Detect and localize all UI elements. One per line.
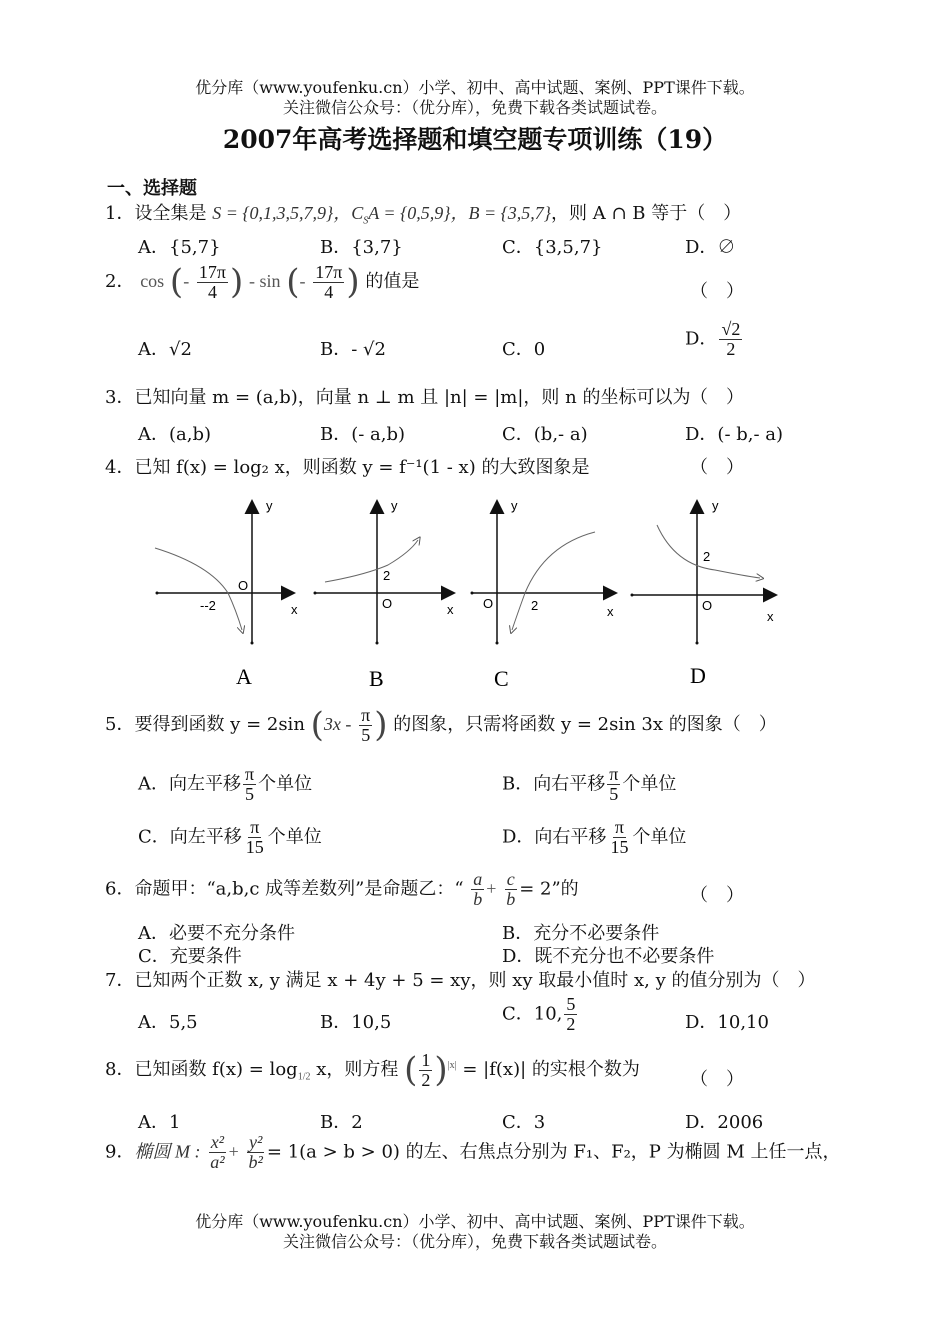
option-b: B．{3,7} [320, 237, 403, 258]
fraction: $\frac{√2}{2}$ [721, 319, 741, 359]
option-d: D．向右平移 $\frac{\pi}{15}$ 个单位 [502, 817, 687, 857]
question-number: 5． [105, 714, 135, 735]
curve [155, 548, 242, 630]
fraction: $\frac{\pi}{15}$ [245, 817, 264, 857]
option-d: D．10,10 [685, 1012, 769, 1033]
option-b: B．(- a,b) [320, 424, 406, 445]
origin-label: O [238, 578, 249, 593]
question-number: 2． [105, 271, 135, 292]
fraction: $\frac{\pi}{15}$ [610, 817, 629, 857]
axis-label-x: x [767, 609, 774, 624]
axis-label-y: y [391, 498, 398, 513]
option-b: B．充分不必要条件 [502, 923, 660, 944]
question-tail: ，则 A ∩ B 等于（ ） [551, 203, 742, 224]
axis-label-x: x [447, 602, 454, 617]
question-text: 命题甲：“a,b,c 成等差数列”是命题乙：“ [134, 878, 464, 900]
graph-a [155, 498, 298, 689]
complement-subscript: S [363, 215, 369, 227]
question-number: 9． [105, 1141, 135, 1163]
graph-c [471, 498, 615, 691]
graph-label: B [369, 666, 384, 691]
axis-label-y: y [511, 498, 518, 513]
axis-label-y: y [266, 498, 273, 513]
minus-sign: - [183, 271, 190, 291]
fraction: $\frac{a}{b}$ [473, 869, 483, 909]
option-c: C．向左平移 $\frac{\pi}{15}$ 个单位 [138, 817, 322, 857]
minus-sign: - [299, 271, 306, 291]
fraction: $\frac{17\pi}{4}$ [198, 261, 227, 302]
answer-paren: （ ） [690, 457, 744, 478]
fraction: $\frac{\pi}{5}$ [245, 764, 255, 804]
page-title: 2007年高考选择题和填空题专项训练（19） [222, 125, 728, 154]
answer-paren: （ ） [690, 885, 744, 906]
question-8 [105, 1050, 640, 1090]
question-9: 9．椭圆 M : $\frac{\text{x²}}{\text{a²}}$ + $\frac{\text{y²}}{\text{b²}}$ = 1(a > b > 0) 的左、右焦点分别为 F₁、F₂，P 为椭圆 M 上任一点， [105, 1132, 841, 1172]
graph-d [631, 498, 775, 688]
question-number: 4． [105, 457, 135, 478]
left-paren: ( [310, 705, 324, 745]
option-a: A．{5,7} [138, 237, 221, 258]
axis-label-x: x [291, 602, 298, 617]
question-tail: = 2”的 [519, 878, 579, 900]
question-number: 7． [105, 970, 135, 991]
sin-label: - sin [249, 271, 281, 291]
question-1 [105, 199, 741, 227]
question-text: 已知向量 m = (a,b)，向量 n ⊥ m 且 |n| = |m|，则 n 的坐标可以为 [134, 387, 691, 408]
fraction: $\frac{5}{2}$ [566, 994, 576, 1034]
option-b: B．- √2 [320, 339, 386, 360]
origin-label: O [483, 596, 494, 611]
origin-label: O [702, 598, 713, 613]
option-a: A．(a,b) [138, 424, 212, 445]
axis-label-x: x [607, 604, 614, 619]
question-2 [105, 262, 419, 302]
fraction: $\frac{17\pi}{4}$ [315, 261, 343, 302]
answer-paren: （ ） [690, 1069, 744, 1090]
header-line-1: 优分库（www.youfenku.cn）小学、初中、高中试题、案例、PPT课件下载。 [195, 78, 755, 97]
option-c: C．3 [502, 1112, 546, 1133]
graph-label: D [690, 663, 706, 688]
option-a: A．向左平移 $\frac{\pi}{5}$ 个单位 [138, 764, 313, 804]
axis-label-y: y [712, 498, 719, 513]
fraction: $\frac{\pi}{5}$ [609, 764, 619, 804]
option-d: D． $\frac{√2}{2}$ [685, 319, 741, 359]
curve [512, 532, 595, 630]
log-base: 1/2 [297, 1071, 311, 1083]
option-d: D．(- b,- a) [685, 424, 784, 445]
option-d: D．2006 [685, 1112, 764, 1133]
question-lead: 设全集是 [134, 203, 207, 224]
answer-paren: （ ） [690, 281, 744, 302]
fraction: $\frac{\pi}{5}$ [361, 704, 371, 745]
option-a: A．1 [138, 1112, 181, 1133]
question-lead: 要得到函数 y = 2sin [134, 714, 305, 735]
question-3 [105, 383, 690, 409]
cos-label: cos [140, 271, 165, 291]
option-d: D．既不充分也不必要条件 [502, 946, 715, 967]
option-c: C．0 [502, 339, 546, 360]
question-text: 已知两个正数 x, y 满足 x + 4y + 5 = xy，则 xy 取最小值时 x, y 的值分别为（ ） [134, 970, 816, 991]
left-paren: ( [404, 1050, 418, 1090]
graphs-figure [0, 490, 950, 700]
section-heading: 一、选择题 [107, 178, 197, 199]
graph-label: A [236, 664, 252, 689]
question-number: 3． [105, 387, 135, 408]
question-tail: = 1(a > b > 0) 的左、右焦点分别为 F₁、F₂，P 为椭圆 M 上任一点， [266, 1141, 841, 1163]
answer-paren: （ ） [690, 387, 744, 408]
option-c: C．(b,- a) [502, 424, 588, 445]
footer-line-2: 关注微信公众号：（优分库），免费下载各类试题试卷。 [282, 1232, 667, 1251]
inner-expr: 3x - [323, 714, 352, 734]
option-b: B．10,5 [320, 1012, 392, 1033]
origin-label: O [382, 596, 393, 611]
question-7 [105, 966, 815, 992]
question-lead: 椭圆 M : [134, 1141, 201, 1162]
footer-line-1: 优分库（www.youfenku.cn）小学、初中、高中试题、案例、PPT课件下载。 [195, 1212, 755, 1231]
question-5 [105, 705, 777, 745]
header-line-2: 关注微信公众号：（优分库），免费下载各类试题试卷。 [282, 98, 667, 117]
question-6: 6．命题甲：“a,b,c 成等差数列”是命题乙：“ $\frac{a}{b}$ + $\frac{c}{b}$ = 2”的 [105, 869, 579, 909]
graph-label: C [494, 666, 509, 691]
left-paren: ( [286, 262, 300, 302]
option-c: C．10, $\frac{5}{2}$ [502, 994, 576, 1034]
right-paren: ) [230, 262, 244, 302]
mark-label: 2 [383, 568, 391, 583]
mark-label: 2 [531, 598, 539, 613]
graph-b [314, 498, 455, 691]
question-expr-2: A = {0,5,9}，B = {3,5,7} [368, 203, 552, 223]
mark-label: 2 [703, 549, 711, 564]
fraction: $\frac{c}{b}$ [506, 869, 516, 909]
option-c: C．充要条件 [138, 946, 242, 967]
option-b: B．向右平移 $\frac{\pi}{5}$ 个单位 [502, 764, 677, 804]
fraction: $\frac{1}{2}$ [421, 1049, 431, 1090]
option-b: B．2 [320, 1112, 363, 1133]
question-tail: = |f(x)| 的实根个数为 [462, 1059, 640, 1080]
option-a: A．必要不充分条件 [138, 923, 295, 944]
option-c: C．{3,5,7} [502, 237, 603, 258]
exponent: |x| [447, 1060, 457, 1071]
right-paren: ) [346, 262, 360, 302]
fraction: $\frac{\text{x²}}{\text{a²}}$ [210, 1132, 225, 1172]
mark-label: --2 [200, 598, 216, 613]
question-lead: 已知函数 f(x) = log [134, 1059, 298, 1080]
left-paren: ( [169, 262, 184, 302]
question-tail: 的值是 [365, 271, 420, 292]
question-4 [105, 453, 589, 479]
right-paren: ) [434, 1050, 448, 1090]
question-tail: 的图象，只需将函数 y = 2sin 3x 的图象（ ） [393, 714, 777, 735]
curve [325, 540, 418, 582]
fraction: $\frac{\text{y²}}{\text{b²}}$ [248, 1132, 263, 1172]
question-mid: x，则方程 [316, 1059, 399, 1080]
question-number: 1． [105, 203, 135, 224]
option-a: A．5,5 [138, 1012, 198, 1033]
question-text: 已知 f(x) = log₂ x，则函数 y = f⁻¹(1 - x) 的大致图象是 [134, 457, 590, 478]
question-number: 8． [105, 1059, 135, 1080]
option-a: A．√2 [138, 339, 192, 360]
option-d: D．∅ [685, 237, 736, 258]
question-number: 6． [105, 878, 135, 900]
question-expr: S = {0,1,3,5,7,9}，C [212, 203, 364, 223]
right-paren: ) [374, 705, 388, 745]
